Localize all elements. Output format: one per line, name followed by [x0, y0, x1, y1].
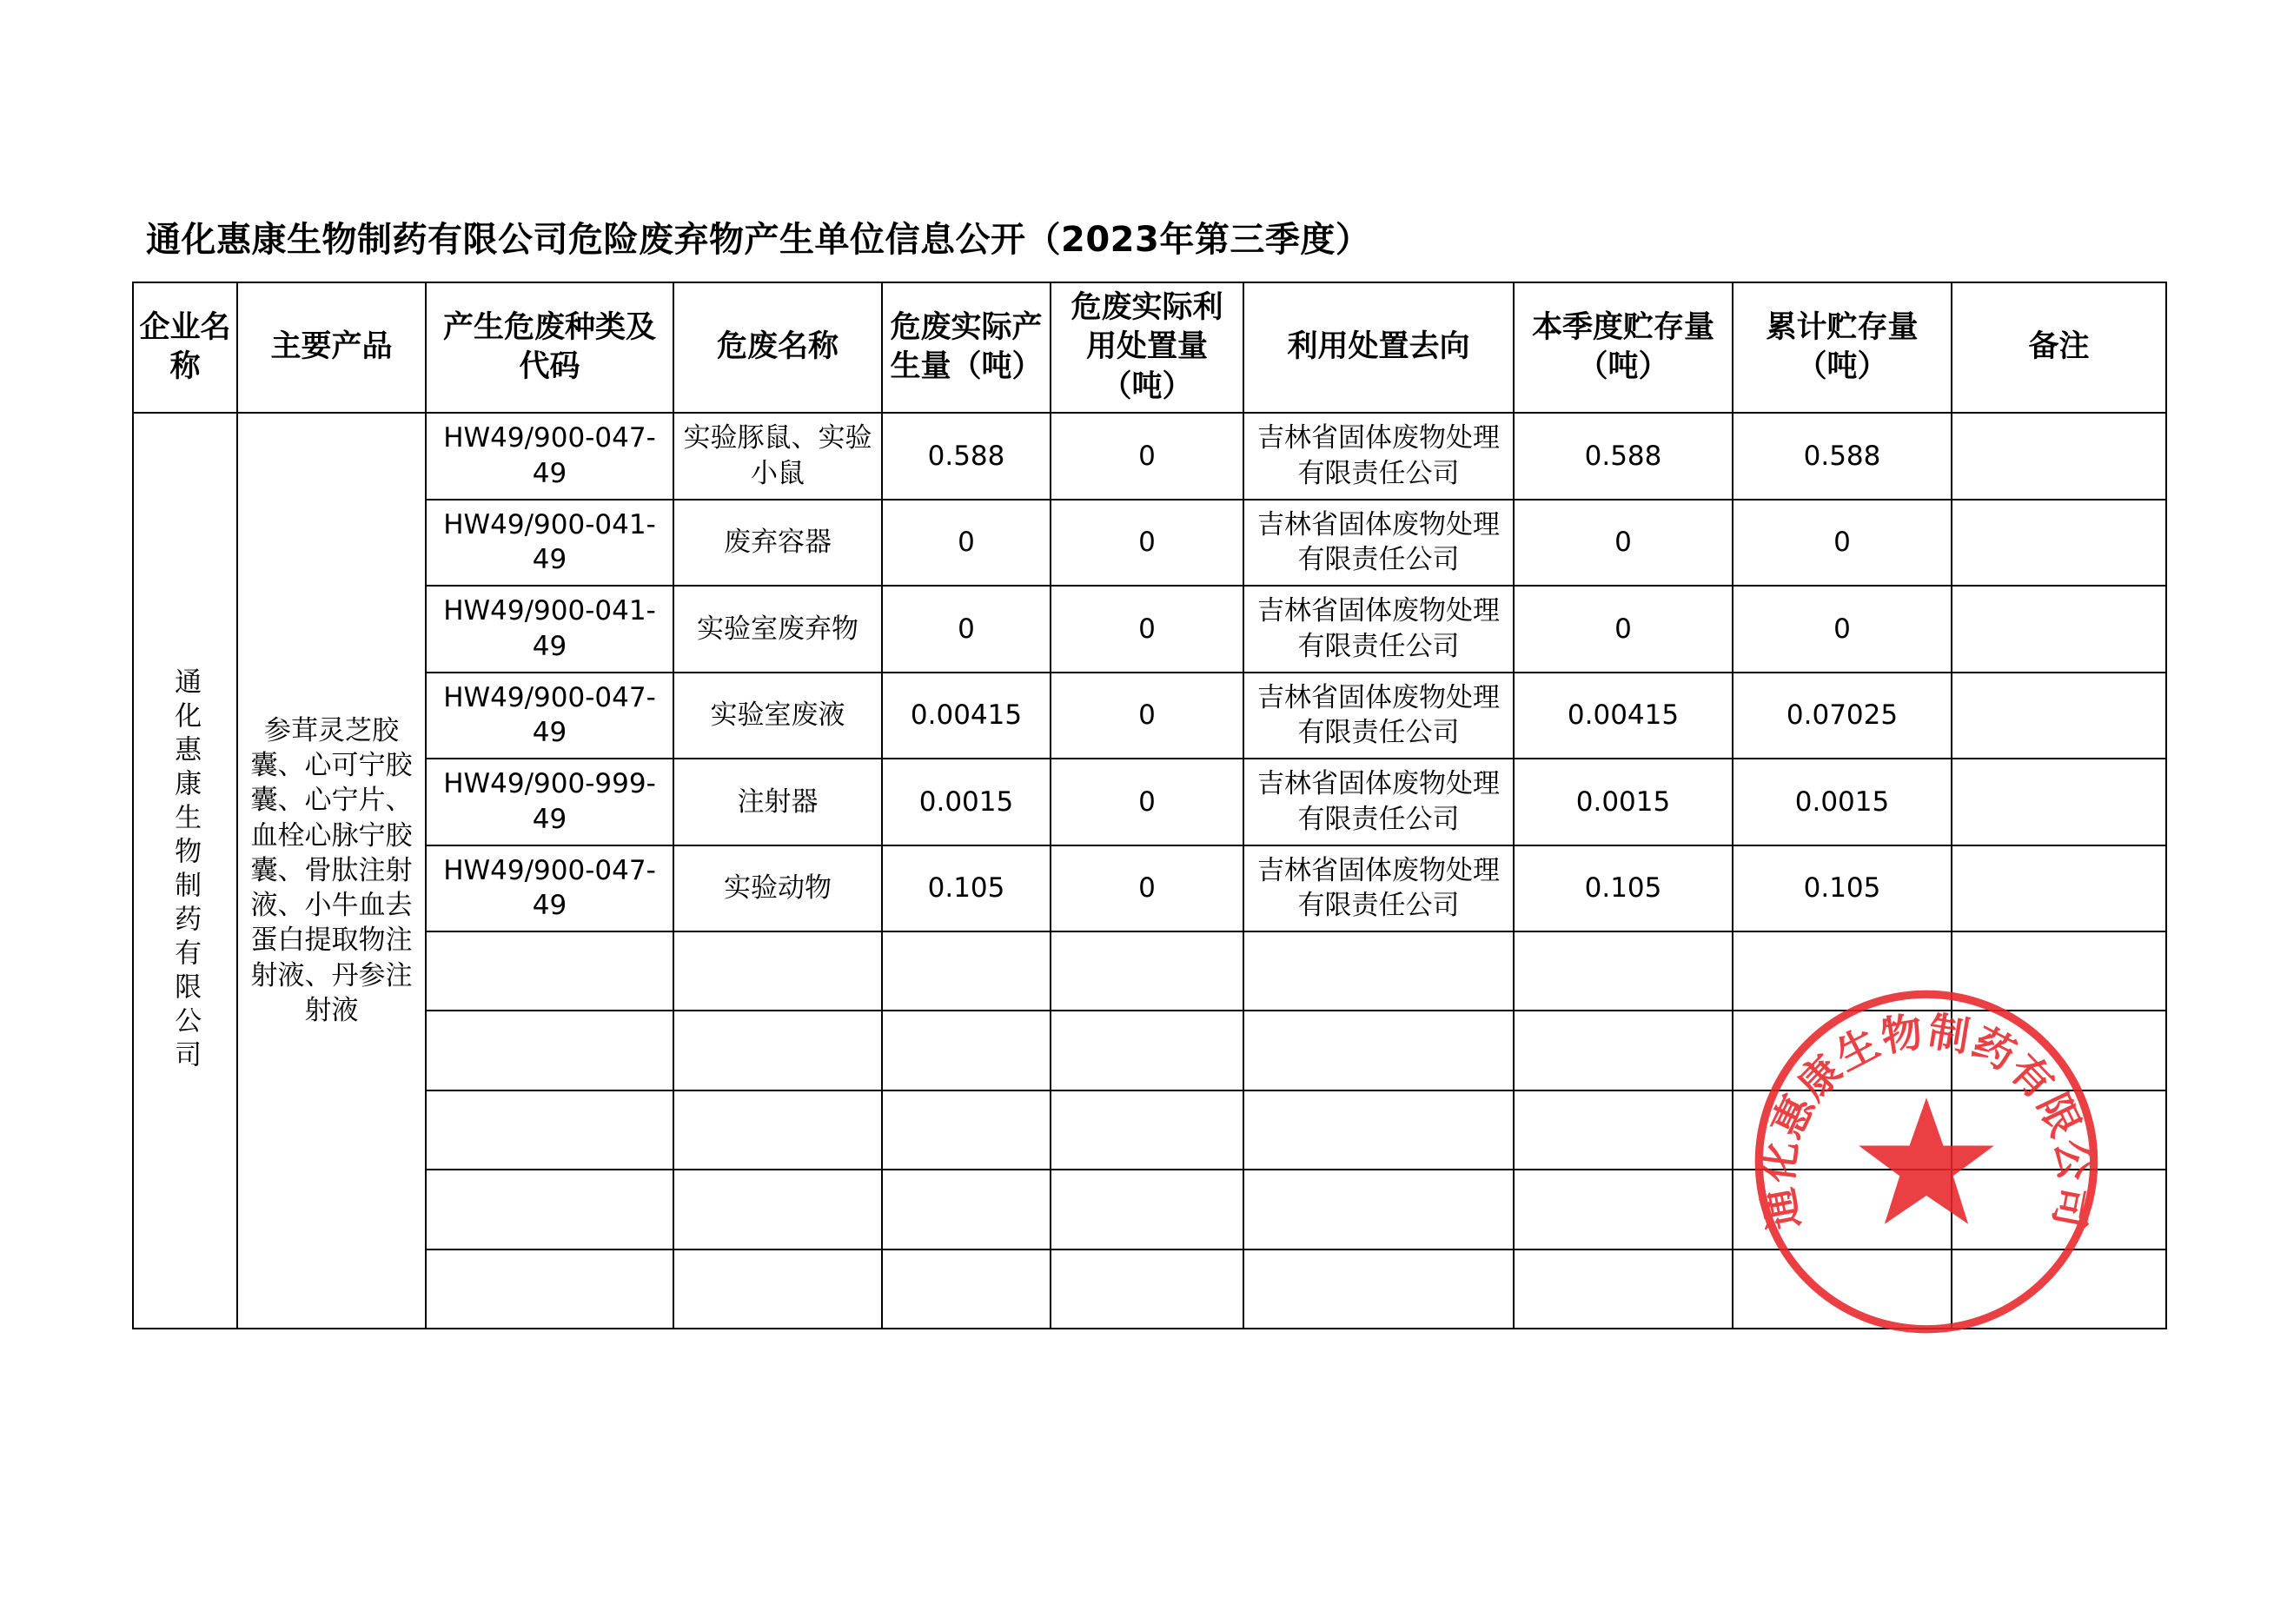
generated-cell: 0.588 [882, 413, 1051, 500]
seal-text: 通化惠康生物制药有限公司 [1753, 1007, 2099, 1234]
header-category-code: 产生危废种类及代码 [426, 282, 673, 413]
waste-code-cell: HW49/900-047-49 [426, 673, 673, 759]
utilized-cell: 0 [1051, 673, 1243, 759]
utilized-cell: 0 [1051, 500, 1243, 587]
empty-cell [1051, 931, 1243, 1011]
remarks-cell [1952, 845, 2166, 932]
remarks-cell [1952, 413, 2166, 500]
waste-name-cell: 废弃容器 [673, 500, 882, 587]
header-destination: 利用处置去向 [1243, 282, 1514, 413]
destination-cell: 吉林省固体废物处理有限责任公司 [1243, 673, 1514, 759]
empty-cell [1733, 1011, 1952, 1090]
empty-cell [1051, 1011, 1243, 1090]
empty-table-row [133, 1249, 2166, 1329]
remarks-cell [1952, 673, 2166, 759]
empty-table-row [133, 1011, 2166, 1090]
empty-cell [1733, 1090, 1952, 1170]
empty-cell [1952, 1170, 2166, 1249]
empty-cell [1514, 1090, 1733, 1170]
destination-cell: 吉林省固体废物处理有限责任公司 [1243, 413, 1514, 500]
remarks-cell [1952, 586, 2166, 673]
table-row [133, 673, 2166, 759]
generated-cell: 0 [882, 586, 1051, 673]
empty-cell [426, 1011, 673, 1090]
utilized-cell: 0 [1051, 586, 1243, 673]
empty-cell [1952, 931, 2166, 1011]
quarter-storage-cell: 0.588 [1514, 413, 1733, 500]
empty-cell [1051, 1170, 1243, 1249]
destination-cell: 吉林省固体废物处理有限责任公司 [1243, 500, 1514, 587]
empty-cell [1243, 1170, 1514, 1249]
page-title: 通化惠康生物制药有限公司危险废弃物产生单位信息公开（2023年第三季度） [146, 220, 1371, 260]
empty-cell [1514, 1249, 1733, 1329]
empty-cell [1733, 1170, 1952, 1249]
destination-cell: 吉林省固体废物处理有限责任公司 [1243, 586, 1514, 673]
empty-cell [673, 1011, 882, 1090]
empty-cell [673, 1249, 882, 1329]
waste-code-cell: HW49/900-999-49 [426, 759, 673, 845]
cumulative-storage-cell: 0.105 [1733, 845, 1952, 932]
destination-cell: 吉林省固体废物处理有限责任公司 [1243, 845, 1514, 932]
waste-code-cell: HW49/900-047-49 [426, 413, 673, 500]
empty-cell [882, 1249, 1051, 1329]
empty-cell [1051, 1249, 1243, 1329]
empty-cell [673, 1090, 882, 1170]
empty-cell [1952, 1249, 2166, 1329]
empty-cell [426, 1170, 673, 1249]
empty-table-row [133, 931, 2166, 1011]
waste-name-cell: 注射器 [673, 759, 882, 845]
waste-name-cell: 实验豚鼠、实验小鼠 [673, 413, 882, 500]
generated-cell: 0.105 [882, 845, 1051, 932]
waste-code-cell: HW49/900-041-49 [426, 500, 673, 587]
empty-cell [882, 1090, 1051, 1170]
generated-cell: 0 [882, 500, 1051, 587]
empty-cell [1952, 1090, 2166, 1170]
empty-cell [426, 931, 673, 1011]
empty-cell [1952, 1011, 2166, 1090]
header-products: 主要产品 [237, 282, 426, 413]
waste-name-cell: 实验动物 [673, 845, 882, 932]
empty-cell [1243, 1011, 1514, 1090]
empty-cell [1733, 931, 1952, 1011]
quarter-storage-cell: 0 [1514, 586, 1733, 673]
header-row [133, 282, 2166, 413]
empty-cell [426, 1090, 673, 1170]
empty-cell [426, 1249, 673, 1329]
empty-cell [1514, 1170, 1733, 1249]
utilized-cell: 0 [1051, 845, 1243, 932]
quarter-storage-cell: 0.00415 [1514, 673, 1733, 759]
header-quarter-storage: 本季度贮存量（吨） [1514, 282, 1733, 413]
utilized-cell: 0 [1051, 759, 1243, 845]
table-row [133, 500, 2166, 587]
remarks-cell [1952, 500, 2166, 587]
cumulative-storage-cell: 0.0015 [1733, 759, 1952, 845]
empty-cell [1243, 1090, 1514, 1170]
header-utilized: 危废实际利用处置量（吨） [1051, 282, 1243, 413]
generated-cell: 0.00415 [882, 673, 1051, 759]
table-row [133, 759, 2166, 845]
empty-cell [673, 1170, 882, 1249]
hazardous-waste-table [132, 282, 2167, 1329]
empty-cell [882, 1011, 1051, 1090]
waste-code-cell: HW49/900-047-49 [426, 845, 673, 932]
waste-name-cell: 实验室废液 [673, 673, 882, 759]
waste-name-cell: 实验室废弃物 [673, 586, 882, 673]
empty-cell [1514, 1011, 1733, 1090]
header-waste-name: 危废名称 [673, 282, 882, 413]
empty-cell [1243, 1249, 1514, 1329]
cumulative-storage-cell: 0 [1733, 586, 1952, 673]
header-generated: 危废实际产生量（吨） [882, 282, 1051, 413]
waste-code-cell: HW49/900-041-49 [426, 586, 673, 673]
remarks-cell [1952, 759, 2166, 845]
utilized-cell: 0 [1051, 413, 1243, 500]
table-row [133, 845, 2166, 932]
quarter-storage-cell: 0 [1514, 500, 1733, 587]
empty-cell [1243, 931, 1514, 1011]
cumulative-storage-cell: 0 [1733, 500, 1952, 587]
empty-cell [882, 931, 1051, 1011]
empty-cell [1514, 931, 1733, 1011]
cumulative-storage-cell: 0.07025 [1733, 673, 1952, 759]
header-remarks: 备注 [1952, 282, 2166, 413]
empty-cell [673, 931, 882, 1011]
empty-cell [1051, 1090, 1243, 1170]
header-cumulative-storage: 累计贮存量（吨） [1733, 282, 1952, 413]
header-company: 企业名称 [133, 282, 237, 413]
quarter-storage-cell: 0.105 [1514, 845, 1733, 932]
empty-cell [882, 1170, 1051, 1249]
empty-table-row [133, 1090, 2166, 1170]
cumulative-storage-cell: 0.588 [1733, 413, 1952, 500]
table-row [133, 413, 2166, 500]
empty-cell [1733, 1249, 1952, 1329]
main-products-cell: 参茸灵芝胶囊、心可宁胶囊、心宁片、血栓心脉宁胶囊、骨肽注射液、小牛血去蛋白提取物注射液、丹参注射液 [237, 413, 426, 1329]
generated-cell: 0.0015 [882, 759, 1051, 845]
table-row [133, 586, 2166, 673]
destination-cell: 吉林省固体废物处理有限责任公司 [1243, 759, 1514, 845]
empty-table-row [133, 1170, 2166, 1249]
quarter-storage-cell: 0.0015 [1514, 759, 1733, 845]
company-name-cell: 通化惠康生物制药有限公司 [133, 413, 237, 1329]
